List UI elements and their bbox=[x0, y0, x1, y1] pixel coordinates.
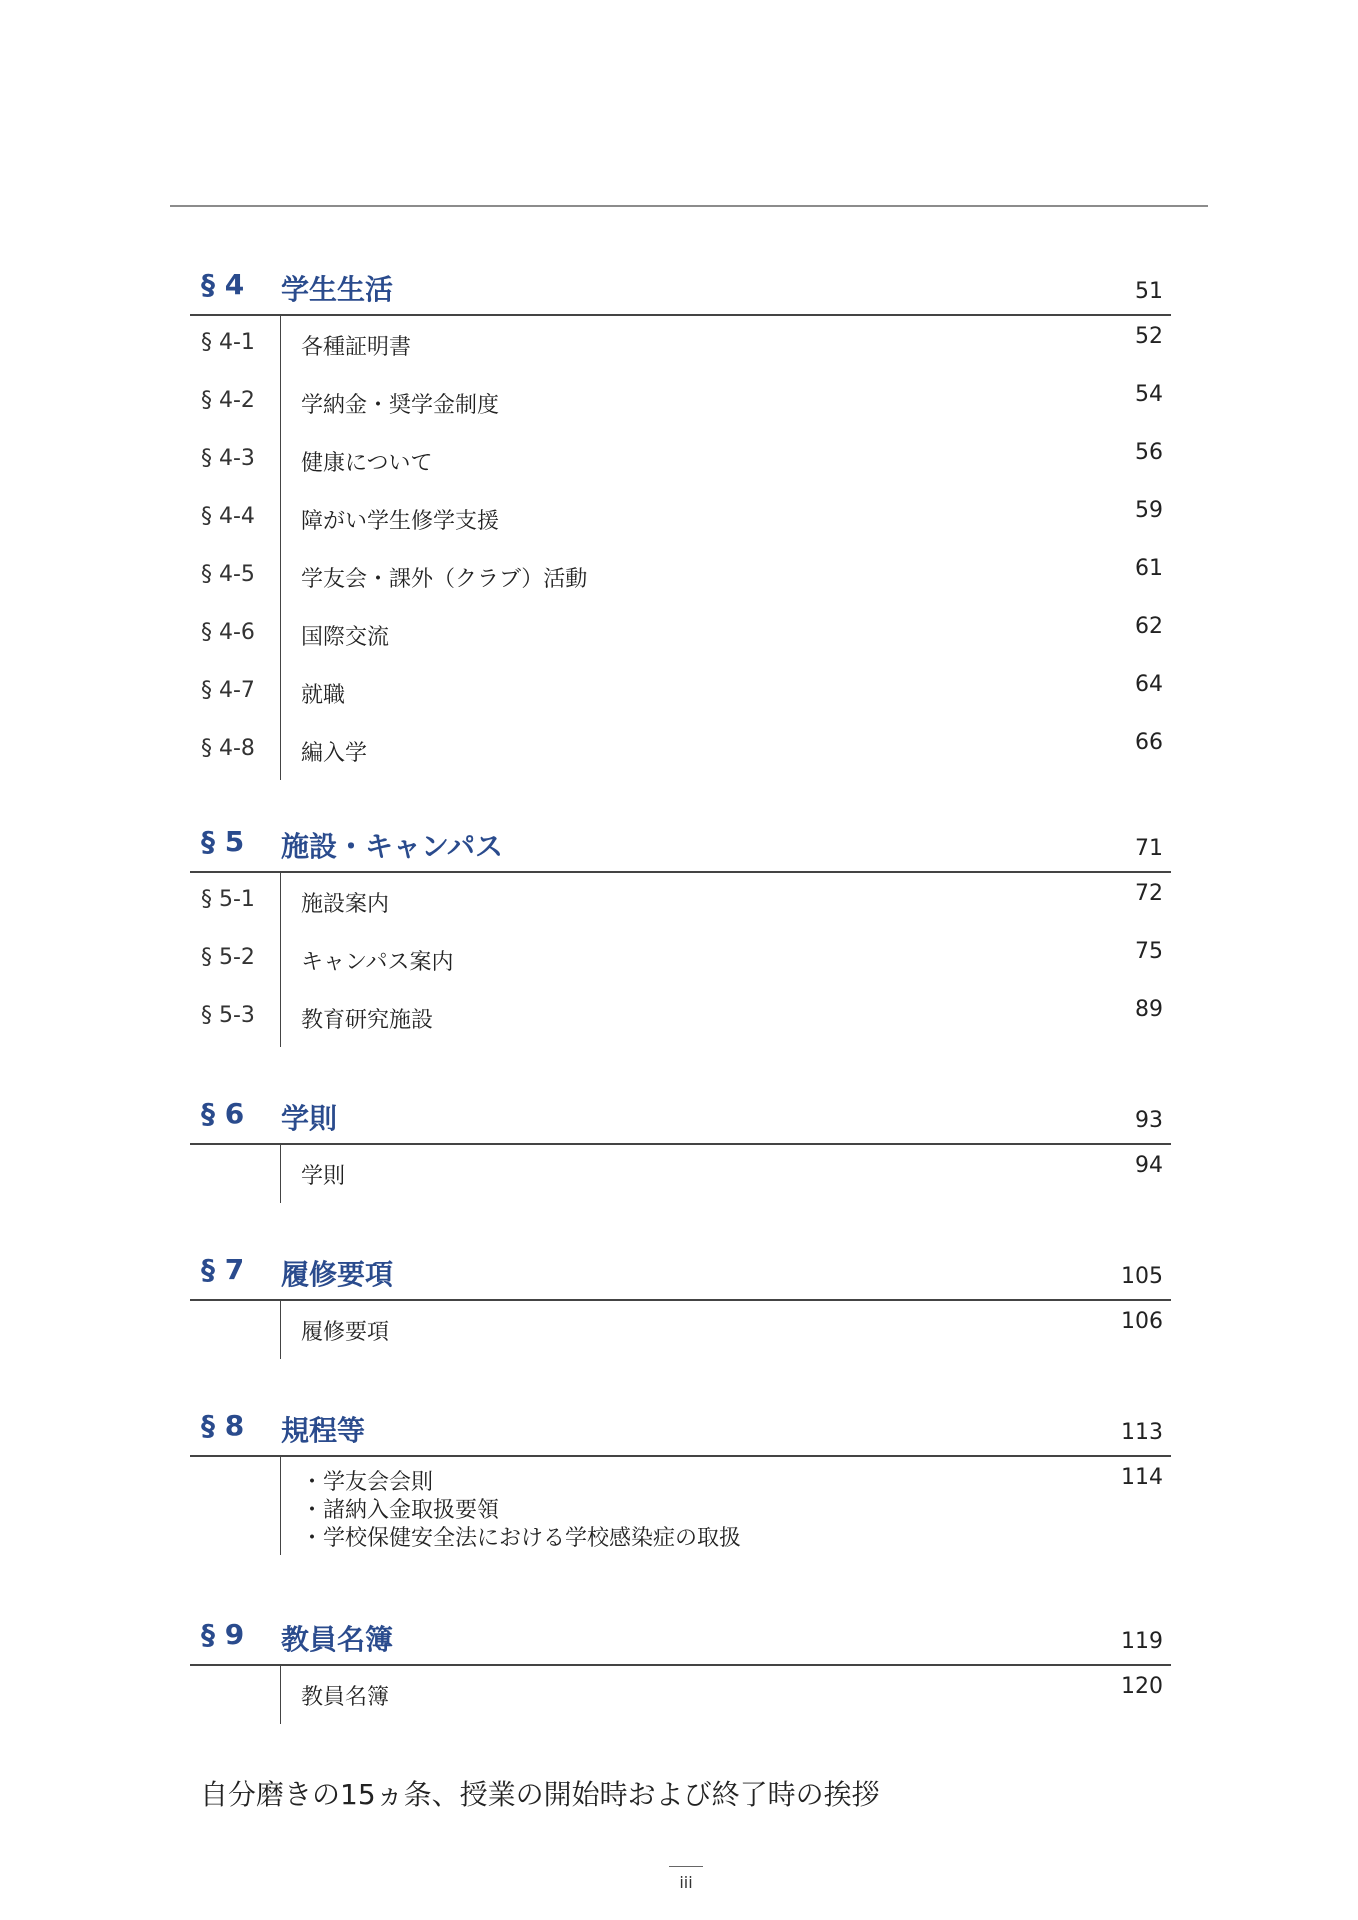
section-page: 51 bbox=[1135, 279, 1163, 304]
section-heading[interactable] bbox=[190, 1618, 1171, 1664]
section-page: 71 bbox=[1135, 836, 1163, 861]
toc-entry[interactable] bbox=[190, 432, 1171, 490]
section-page: 105 bbox=[1121, 1264, 1163, 1289]
entry-page: 72 bbox=[1135, 881, 1163, 906]
subsection-list bbox=[190, 1666, 1171, 1724]
toc-entry[interactable] bbox=[190, 548, 1171, 606]
section-title: 学則 bbox=[281, 1102, 338, 1135]
entry-page: 62 bbox=[1135, 614, 1163, 639]
list-item[interactable]: ・諸納入金取扱要領 bbox=[301, 1498, 500, 1523]
list-item[interactable]: ・学校保健安全法における学校感染症の取扱 bbox=[301, 1526, 742, 1551]
section-heading[interactable] bbox=[190, 268, 1171, 314]
entry-title: 教員名簿 bbox=[301, 1685, 390, 1710]
entry-number: § 5-2 bbox=[201, 945, 255, 970]
closing-entry[interactable]: 自分磨きの15ヵ条、授業の開始時および終了時の挨拶 bbox=[200, 1778, 880, 1811]
toc-entry[interactable] bbox=[190, 1301, 1171, 1359]
section-title: 施設・キャンパス bbox=[281, 830, 504, 863]
entry-page: 114 bbox=[1121, 1465, 1163, 1490]
toc-entry[interactable] bbox=[190, 931, 1171, 989]
entry-number: § 4-3 bbox=[201, 446, 255, 471]
entry-page: 120 bbox=[1121, 1674, 1163, 1699]
entry-title: 就職 bbox=[301, 683, 346, 708]
subsection-list bbox=[190, 873, 1171, 1047]
toc-section-9 bbox=[190, 1618, 1171, 1724]
subsection-list bbox=[190, 316, 1171, 780]
entry-title: 各種証明書 bbox=[301, 335, 412, 360]
toc-section-6 bbox=[190, 1097, 1171, 1203]
page-number: iii bbox=[679, 1873, 693, 1892]
section-number: § 9 bbox=[201, 1618, 245, 1651]
entry-title: 学納金・奨学金制度 bbox=[301, 393, 500, 418]
entry-page: 94 bbox=[1135, 1153, 1163, 1178]
entry-title: 障がい学生修学支援 bbox=[301, 509, 500, 534]
section-title: 規程等 bbox=[281, 1414, 366, 1447]
toc-entry[interactable] bbox=[190, 1457, 1171, 1555]
entry-page: 61 bbox=[1135, 556, 1163, 581]
section-number: § 7 bbox=[201, 1253, 245, 1286]
entry-title: 履修要項 bbox=[301, 1320, 390, 1345]
entry-number: § 5-1 bbox=[201, 887, 255, 912]
entry-number: § 4-5 bbox=[201, 562, 255, 587]
toc-entry[interactable] bbox=[190, 490, 1171, 548]
entry-number: § 4-2 bbox=[201, 388, 255, 413]
entry-number: § 5-3 bbox=[201, 1003, 255, 1028]
toc-entry[interactable] bbox=[190, 664, 1171, 722]
entry-page: 54 bbox=[1135, 382, 1163, 407]
entry-title: 施設案内 bbox=[301, 892, 390, 917]
section-heading[interactable] bbox=[190, 1409, 1171, 1455]
list-item[interactable]: ・学友会会則 bbox=[301, 1470, 434, 1495]
section-number: § 4 bbox=[201, 268, 245, 301]
entry-page: 59 bbox=[1135, 498, 1163, 523]
entry-page: 106 bbox=[1121, 1309, 1163, 1334]
section-number: § 5 bbox=[201, 825, 245, 858]
toc-entry[interactable] bbox=[190, 374, 1171, 432]
section-page: 113 bbox=[1121, 1420, 1163, 1445]
entry-page: 75 bbox=[1135, 939, 1163, 964]
subsection-list bbox=[190, 1457, 1171, 1555]
section-heading[interactable] bbox=[190, 825, 1171, 871]
toc-entry[interactable] bbox=[190, 873, 1171, 931]
subsection-list bbox=[190, 1145, 1171, 1203]
page-number-rule bbox=[669, 1866, 703, 1867]
toc-entry[interactable] bbox=[190, 316, 1171, 374]
entry-title: 教育研究施設 bbox=[301, 1008, 434, 1033]
entry-title: 編入学 bbox=[301, 741, 368, 766]
section-page: 93 bbox=[1135, 1108, 1163, 1133]
entry-title: 学則 bbox=[301, 1164, 346, 1189]
regulation-list bbox=[301, 1469, 741, 1553]
section-heading[interactable] bbox=[190, 1253, 1171, 1299]
section-page: 119 bbox=[1121, 1629, 1163, 1654]
top-rule bbox=[170, 205, 1208, 207]
toc-entry[interactable] bbox=[190, 1145, 1171, 1203]
entry-page: 56 bbox=[1135, 440, 1163, 465]
section-number: § 6 bbox=[201, 1097, 245, 1130]
entry-page: 64 bbox=[1135, 672, 1163, 697]
entry-page: 89 bbox=[1135, 997, 1163, 1022]
toc-section-4 bbox=[190, 268, 1171, 780]
entry-number: § 4-6 bbox=[201, 620, 255, 645]
toc-entry[interactable] bbox=[190, 722, 1171, 780]
toc-entry[interactable] bbox=[190, 1666, 1171, 1724]
section-title: 学生生活 bbox=[281, 273, 394, 306]
toc-entry[interactable] bbox=[190, 606, 1171, 664]
toc-section-5 bbox=[190, 825, 1171, 1047]
entry-number: § 4-8 bbox=[201, 736, 255, 761]
section-number: § 8 bbox=[201, 1409, 245, 1442]
entry-title: キャンパス案内 bbox=[301, 950, 454, 975]
section-title: 履修要項 bbox=[281, 1258, 394, 1291]
subsection-list bbox=[190, 1301, 1171, 1359]
entry-page: 66 bbox=[1135, 730, 1163, 755]
toc-entry[interactable] bbox=[190, 989, 1171, 1047]
toc-section-8 bbox=[190, 1409, 1171, 1555]
toc-section-7 bbox=[190, 1253, 1171, 1359]
entry-title: 国際交流 bbox=[301, 625, 390, 650]
section-title: 教員名簿 bbox=[281, 1623, 394, 1656]
entry-title: 学友会・課外（クラブ）活動 bbox=[301, 567, 588, 592]
entry-number: § 4-1 bbox=[201, 330, 255, 355]
entry-page: 52 bbox=[1135, 324, 1163, 349]
entry-number: § 4-7 bbox=[201, 678, 255, 703]
section-heading[interactable] bbox=[190, 1097, 1171, 1143]
entry-title: 健康について bbox=[301, 451, 433, 476]
entry-number: § 4-4 bbox=[201, 504, 255, 529]
